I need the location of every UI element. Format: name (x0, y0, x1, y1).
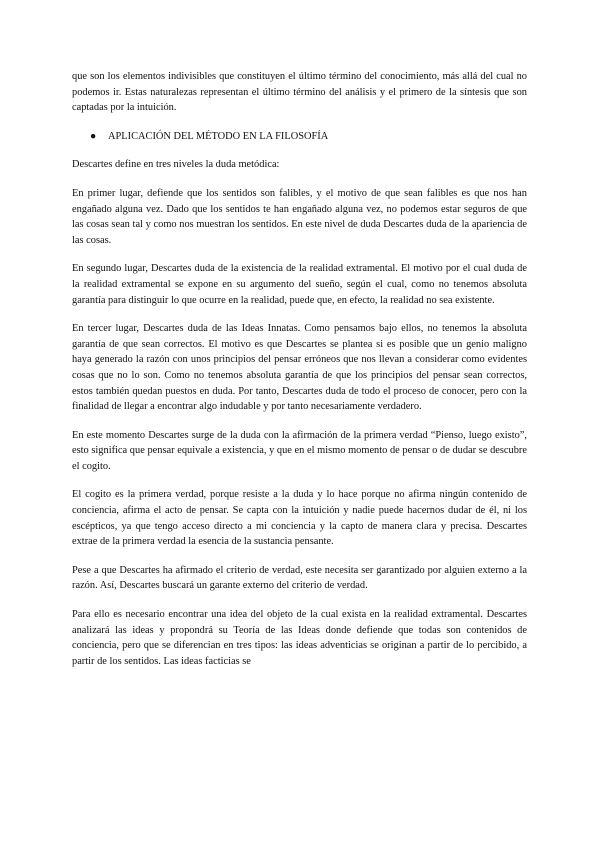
document-page (72, 69, 527, 682)
section-heading-text: APLICACIÓN DEL MÉTODO EN LA FILOSOFÍA (108, 130, 329, 142)
paragraph-first-truth: En este momento Descartes surge de la duda con la afirmación de la primera verdad “Pienso, luego existo”, esto significa que pensar equivale a existencia, y que en el mismo momento de pensar o de dudar se descubre el cogito. (72, 429, 527, 472)
paragraph-theory-of-ideas: Para ello es necesario encontrar una idea del objeto de la cual exista en la realidad extramental. Descartes analizará las ideas y propondrá su Teoría de las Ideas donde defiende que todas son contenidos de conciencia, pero que se diferencian en tres tipos: las ideas adventicias se originan a partir de lo percibido, a partir de los sentidos. Las ideas facticias se (72, 609, 527, 667)
paragraph-second-level: En segundo lugar, Descartes duda de la existencia de la realidad extramental. El motivo por el cual duda de la realidad extramental se expone en su argumento del sueño, según el cual, como no tenemos absoluta garantía para distinguir lo que ocurre en la realidad, puede que, en efecto, la realidad no sea existente. (72, 263, 527, 306)
paragraph-methodic-doubt-intro: Descartes define en tres niveles la duda metódica: (72, 159, 280, 171)
section-heading (72, 129, 527, 145)
bullet-icon: ● (90, 130, 97, 142)
paragraph-third-level: En tercer lugar, Descartes duda de las Ideas Innatas. Como pensamos bajo ellos, no tenemos la absoluta garantía de que sean correctos. El motivo es que Descartes se plantea si es posible que un genio maligno haya generado la razón con unos principios del pensar erróneos que nos llevan a considerar como evidentes cosas que no lo son. Como no tenemos absoluta garantía de que los principios del pensar sean correctos, estos también quedan puestos en duda. Por tanto, Descartes duda de todo el proceso de conocer, pero con la finalidad de llegar a encontrar algo indudable y por tanto necesariamente verdadero. (72, 323, 527, 413)
paragraph-truth-criterion: Pese a que Descartes ha afirmado el criterio de verdad, este necesita ser garantizado por alguien externo a la razón. Así, Descartes buscará un garante externo del criterio de verdad. (72, 564, 527, 592)
paragraph-cogito: El cogito es la primera verdad, porque resiste a la duda y lo hace porque no afirma ningún contenido de conciencia, afirma el acto de pensar. Se capta con la intuición y nadie puede hacernos dudar de él, ni los escépticos, ya que tengo acceso directo a mi conciencia y la capto de manera clara y precisa. Descartes extrae de la primera verdad la esencia de la sustancia pensante. (72, 489, 527, 548)
paragraph-intro-continuation: que son los elementos indivisibles que constituyen el último término del conocimiento, más allá del cual no podemos ir. Estas naturalezas representan el último término del análisis y el primero de la síntesis que son captadas por la intuición. (72, 71, 527, 114)
paragraph-first-level: En primer lugar, defiende que los sentidos son falibles, y el motivo de que sean falibles es que nos han engañado alguna vez. Dado que los sentidos te han engañado alguna vez, no podemos estar seguros de que las cosas sean tal y como nos muestran los sentidos. En este nivel de duda Descartes duda de la apariencia de las cosas. (72, 187, 527, 246)
